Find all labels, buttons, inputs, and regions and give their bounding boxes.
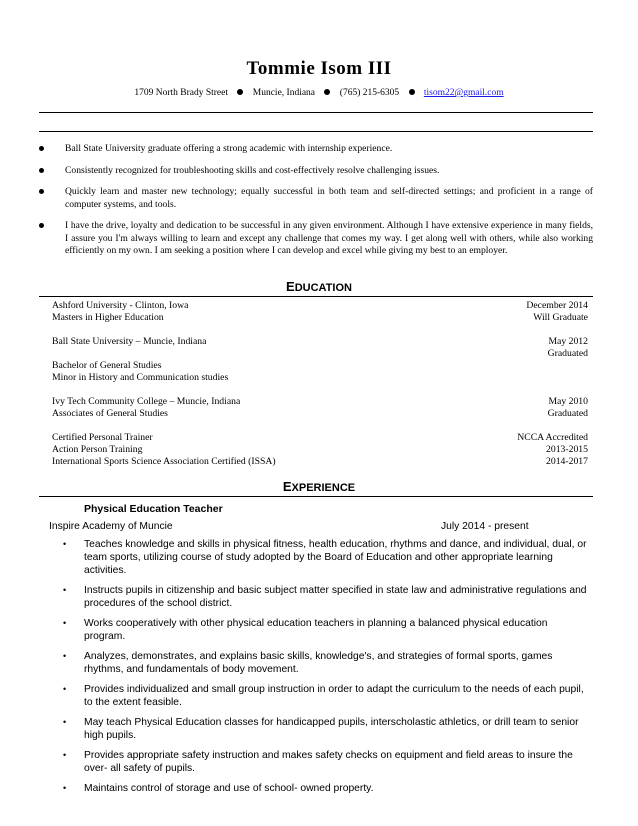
summary-item [39, 165, 593, 178]
edu-right: Will Graduate [533, 312, 588, 323]
separator-dot-icon [409, 89, 415, 95]
duty-text: May teach Physical Education classes for handicapped pupils, interscholastic athletics, or drill team to senior high pupils. [84, 717, 579, 741]
edu-left: Certified Personal Trainer [52, 432, 153, 443]
duty-text: Works cooperatively with other physical education teachers in planning a balanced physical education program. [84, 618, 548, 642]
duty-item [62, 683, 590, 709]
summary-list [39, 143, 593, 267]
job-dates: July 2014 - present [441, 521, 529, 532]
edu-right: 2013-2015 [546, 444, 588, 455]
duty-text: Provides individualized and small group instruction in order to adapt the curriculum to the needs of each pupil, to the extent feasible. [84, 684, 584, 708]
edu-right: 2014-2017 [546, 456, 588, 467]
education-row [52, 456, 588, 468]
edu-right: December 2014 [526, 300, 588, 311]
heading-initial: E [286, 279, 295, 294]
edu-left: Ball State University – Muncie, Indiana [52, 336, 207, 347]
summary-item [39, 186, 593, 211]
summary-text: I have the drive, loyalty and dedication to be successful in any given environment. Although I have extensive experience in many fields, I assure you I'm always willing to learn and except any challenge that comes my way. I get along well with others, while also working efficiently on my own. I am seeking a position where I can develop and excel while giving my best to an employer. [65, 220, 593, 256]
separator-dot-icon [237, 89, 243, 95]
education-row [52, 300, 588, 312]
bullet-icon [39, 189, 44, 194]
education-divider [39, 296, 593, 297]
bullet-icon: • [63, 684, 67, 694]
employer-name: Inspire Academy of Muncie [49, 521, 173, 532]
education-row [52, 312, 588, 324]
heading-rest: DUCATION [294, 282, 352, 294]
bullet-icon [39, 146, 44, 151]
duty-text: Instructs pupils in citizenship and basic subject matter specified in state law and administrative regulations and procedures of the school district. [84, 585, 587, 609]
separator-dot-icon [324, 89, 330, 95]
edu-right: Graduated [547, 408, 588, 419]
duty-text: Analyzes, demonstrates, and explains basic skills, knowledge's, and strategies of formal sports, games rhythms, and fundamentals of body movement. [84, 651, 553, 675]
resume-name: Tommie Isom III [246, 58, 392, 79]
address-text: 1709 North Brady Street [134, 88, 229, 98]
edu-right: NCCA Accredited [517, 432, 588, 443]
duty-item [62, 584, 590, 610]
bullet-icon: • [63, 539, 67, 549]
phone-text: (765) 215-6305 [339, 88, 400, 98]
bullet-icon [39, 223, 44, 228]
education-row [52, 348, 588, 360]
duty-text: Provides appropriate safety instruction and makes safety checks on equipment and field areas to insure the over- all safety of pupils. [84, 750, 573, 774]
duty-text: Maintains control of storage and use of school- owned property. [84, 783, 374, 794]
bullet-icon: • [63, 585, 67, 595]
job-title: Physical Education Teacher [84, 503, 223, 515]
summary-item [39, 220, 593, 258]
header-divider-top [39, 112, 593, 113]
edu-left: Bachelor of General Studies [52, 360, 162, 371]
duty-item [62, 749, 590, 775]
edu-right: May 2012 [548, 336, 588, 347]
edu-left: Masters in Higher Education [52, 312, 164, 323]
education-row [52, 360, 588, 372]
contact-line [0, 88, 638, 98]
edu-right: Graduated [547, 348, 588, 359]
bullet-icon [39, 168, 44, 173]
summary-text: Consistently recognized for troubleshooting skills and cost-effectively resolve challenging issues. [65, 164, 440, 176]
duty-text: Teaches knowledge and skills in physical fitness, health education, rhythms and dance, and individual, dual, or team sports, utilizing course of study adopted by the Board of Education and other appropriate learning activities. [84, 539, 587, 576]
experience-heading [0, 479, 638, 494]
summary-item [39, 143, 593, 156]
bullet-icon: • [63, 651, 67, 661]
edu-left: International Sports Science Association Certified (ISSA) [52, 456, 276, 467]
city-text: Muncie, Indiana [252, 88, 316, 98]
summary-text: Ball State University graduate offering a strong academic with internship experience. [65, 143, 393, 154]
duty-item [62, 716, 590, 742]
education-row [52, 396, 588, 408]
duty-item [62, 617, 590, 643]
education-row [52, 444, 588, 456]
summary-text: Quickly learn and master new technology; equally successful in both team and self-directed settings; and proficient in a range of computer systems, and tools. [65, 186, 593, 210]
header-divider-bottom [39, 131, 593, 132]
duty-item [62, 782, 590, 795]
education-heading [0, 279, 638, 294]
heading-rest: XPERIENCE [291, 482, 356, 494]
education-section [52, 300, 588, 468]
education-row [52, 432, 588, 444]
duties-list [62, 538, 590, 802]
edu-left: Minor in History and Communication studies [52, 372, 229, 383]
bullet-icon: • [63, 783, 67, 793]
edu-left: Ashford University - Clinton, Iowa [52, 300, 189, 311]
edu-right: May 2010 [548, 396, 588, 407]
education-row [52, 408, 588, 420]
bullet-icon: • [63, 750, 67, 760]
duty-item [62, 538, 590, 577]
bullet-icon: • [63, 717, 67, 727]
bullet-icon: • [63, 618, 67, 628]
education-row [52, 336, 588, 348]
edu-left: Associates of General Studies [52, 408, 168, 419]
heading-initial: E [282, 479, 292, 494]
experience-divider [39, 496, 593, 497]
edu-left: Ivy Tech Community College – Muncie, Indiana [52, 396, 241, 407]
email-link[interactable]: tisom22@gmail.com [423, 88, 504, 98]
duty-item [62, 650, 590, 676]
education-row [52, 372, 588, 384]
edu-left: Action Person Training [52, 444, 143, 455]
